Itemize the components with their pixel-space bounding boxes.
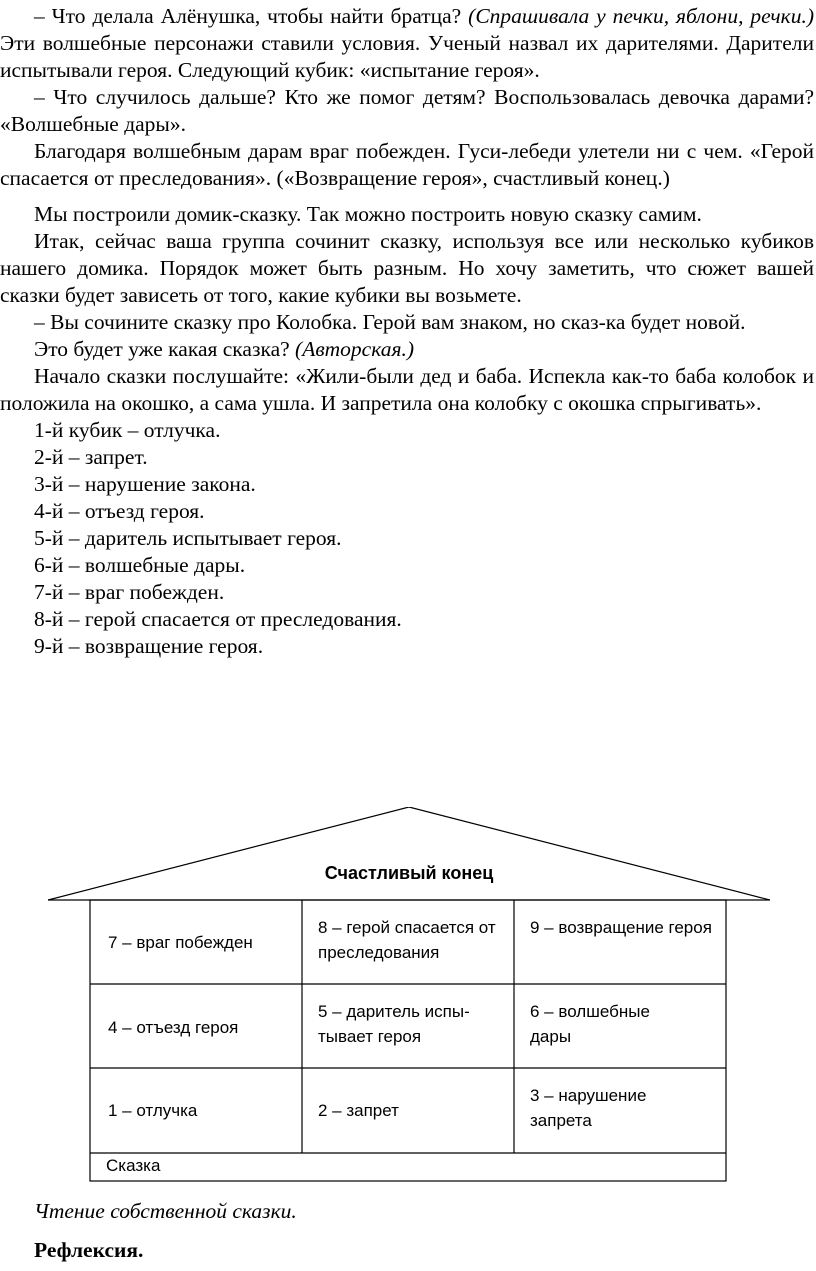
list-item: 3-й – нарушение закона. (34, 472, 256, 496)
paragraph-7 (0, 336, 816, 363)
cubes-list (0, 417, 816, 660)
list-item: 4-й – отъезд героя. (34, 499, 205, 523)
house-cell: 1 – отлучка (108, 1101, 198, 1120)
roof-line (48, 807, 770, 900)
paragraph-4: Мы построили домик-сказку. Так можно построить новую сказку самим. (34, 202, 702, 226)
question-text: Это будет уже какая сказка? (34, 337, 296, 361)
caption: Чтение собственной сказки. (34, 1199, 297, 1223)
paragraph-2: – Что случилось дальше? Кто же помог детям? Воспользовалась девочка дарами? «Волшебные дары». (0, 85, 814, 136)
house-cell: 5 – даритель испы-тывает героя (318, 1002, 470, 1046)
list-item: 9-й – возвращение героя. (34, 634, 264, 658)
paragraph-5: Итак, сейчас ваша группа сочинит сказку, используя все или несколько кубиков нашего домика. Порядок может быть разным. Но хочу заметить, что сюжет вашей сказки будет зависеть от того, какие кубики вы возьмете. (0, 229, 814, 307)
answer-italic: (Авторская.) (295, 337, 415, 361)
list-item: 7-й – враг побежден. (34, 580, 225, 604)
house-cell: 2 – запрет (318, 1101, 399, 1120)
paragraph-6: – Вы сочините сказку про Колобка. Герой вам знаком, но сказ-ка будет новой. (34, 310, 746, 334)
question-text: – Что делала Алёнушка, чтобы найти братца? (34, 4, 469, 28)
house-cell: 8 – герой спасается от преследования (318, 918, 496, 962)
paragraph-1 (0, 3, 816, 84)
house-cell: 3 – нарушение запрета (530, 1086, 647, 1130)
list-item: 5-й – даритель испытывает героя. (34, 526, 342, 550)
house-cell: 7 – враг побежден (108, 933, 253, 952)
house-cell: 6 – волшебные дары (530, 1002, 650, 1046)
list-item: 8-й – герой спасается от преследования. (34, 607, 402, 631)
paragraph-text: Эти волшебные персонажи ставили условия. Ученый назвал их дарителями. Дарители испытывали героя. Следующий кубик: «испытание героя». (0, 31, 814, 82)
answer-italic: (Спрашивала у печки, яблони, речки.) (468, 4, 815, 28)
section-heading: Рефлексия. (34, 1238, 144, 1262)
house-cell: 9 – возвращение героя (530, 918, 712, 937)
paragraph-3: Благодаря волшебным дарам враг побежден. Гуси-лебеди улетели ни с чем. «Герой спасается от преследования». («Возвращение героя», счастливый конец.) (0, 139, 814, 190)
house-base-label: Сказка (106, 1156, 161, 1175)
fairy-tale-house-diagram (48, 807, 770, 1185)
list-item: 1-й кубик – отлучка. (34, 418, 221, 442)
roof-title: Счастливый конец (324, 863, 494, 883)
lesson-text (0, 3, 816, 660)
list-item: 6-й – волшебные дары. (34, 553, 246, 577)
list-item: 2-й – запрет. (34, 445, 148, 469)
house-cell: 4 – отъезд героя (108, 1018, 239, 1037)
paragraph-8: Начало сказки послушайте: «Жили-были дед и баба. Испекла как-то баба колобок и положила на окошко, а сама ушла. И запретила она колобку с окошка спрыгивать». (0, 364, 814, 415)
